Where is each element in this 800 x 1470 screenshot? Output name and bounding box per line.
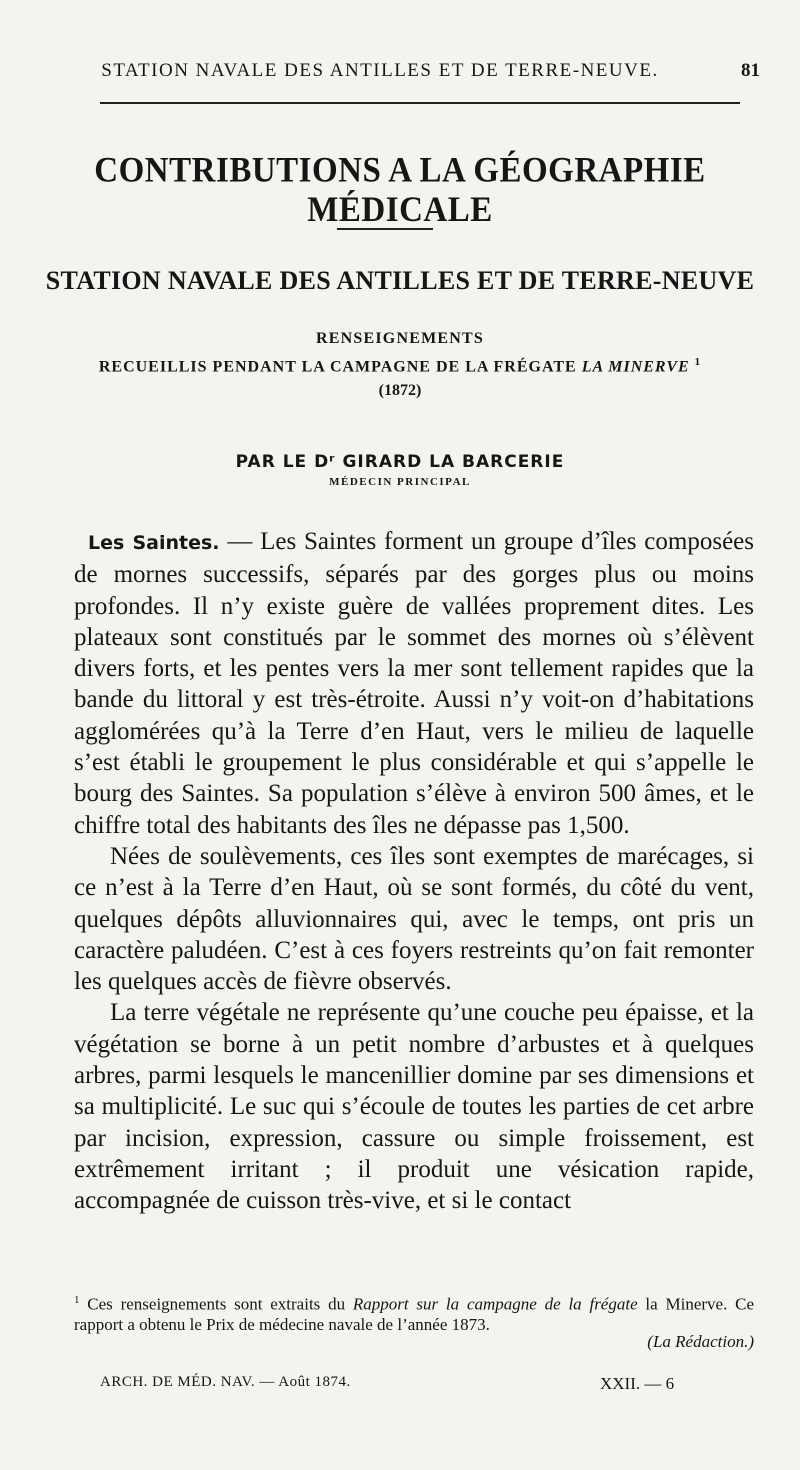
article-body xyxy=(74,526,754,1217)
section-title: CONTRIBUTIONS A LA GÉOGRAPHIE MÉDICALE xyxy=(94,151,706,230)
running-head-title: STATION NAVALE DES ANTILLES ET DE TERRE-NEUVE. xyxy=(101,60,659,81)
footnote-number: 1 xyxy=(74,1294,80,1306)
footnote-italic: Rapport sur la campagne de la frégate xyxy=(352,1294,638,1314)
subtitle-line-2 xyxy=(40,356,760,376)
footnote-mark: 1 xyxy=(694,356,702,368)
short-rule xyxy=(337,228,433,230)
footnote-text-a: Ces renseignements sont extraits du xyxy=(79,1294,353,1314)
signature-line: ARCH. DE MÉD. NAV. — Août 1874. xyxy=(100,1374,351,1390)
ship-name: LA MINERVE xyxy=(581,358,690,376)
subtitle-line-1: RENSEIGNEMENTS xyxy=(316,330,484,347)
footnote-credit: (La Rédaction.) xyxy=(647,1332,754,1351)
signature-mark: XXII. — 6 xyxy=(600,1374,675,1393)
paragraph-1 xyxy=(74,526,754,841)
subtitle-prefix: RECUEILLIS PENDANT LA CAMPAGNE DE LA FRÉGATE xyxy=(98,358,582,376)
paragraph-1-text: — Les Saintes forment un groupe d’îles composées de mornes successifs, séparés par des gorges plus ou moins profondes. Il n’y existe guère de vallées proprement dites. Les plateaux sont constitués par le sommet des mornes où s’élèvent divers forts, et les pentes vers la mer sont tellement rapides que la bande du littoral y est très-étroite. Aussi n’y voit-on d’habitations agglomérées qu’à la Terre d’en Haut, vers le milieu de laquelle s’est établi le groupement le plus considérable et qui s’appelle le bourg des Saintes. Sa population s’élève à environ 500 âmes, et le chiffre total des habitants des îles ne dépasse pas 1,500. xyxy=(74,528,754,839)
paragraph-2: Nées de soulèvements, ces îles sont exemptes de marécages, si ce n’est à la Terre d’en Haut, où se sont formés, du côté du vent, quelques dépôts alluvionnaires qui, avec le temps, ont pris un caractère paludéen. C’est à ces foyers restreints qu’on fait remonter les quelques accès de fièvre observés. xyxy=(74,842,754,996)
paragraph-3: La terre végétale ne représente qu’une couche peu épaisse, et la végétation se borne à un petit nombre d’arbustes et à quelques arbres, parmi lesquels le mancenillier domine par ses dimensions et sa multiplicité. Le suc qui s’écoule de toutes les parties de cet arbre par incision, expression, cassure ou simple froissement, est extrêmement irritant ; il produit une vésication rapide, accompagnée de cuisson très-vive, et si le contact xyxy=(74,999,754,1215)
station-title: STATION NAVALE DES ANTILLES ET DE TERRE-NEUVE xyxy=(45,266,755,295)
footnote-text-b: la Minerve. Ce rapport a obtenu le Prix de médecine navale de l’année 1873. xyxy=(74,1294,754,1334)
page-number: 81 xyxy=(741,60,760,81)
footnote xyxy=(74,1290,754,1335)
running-head xyxy=(60,60,760,86)
top-rule xyxy=(100,102,740,104)
subtitle-year: (1872) xyxy=(378,382,422,399)
author-byline: PAR LE Dʳ GIRARD LA BARCERIE xyxy=(235,452,565,472)
paragraph-lead: Les Saintes. xyxy=(88,532,220,554)
author-rank: MÉDECIN PRINCIPAL xyxy=(329,476,471,488)
